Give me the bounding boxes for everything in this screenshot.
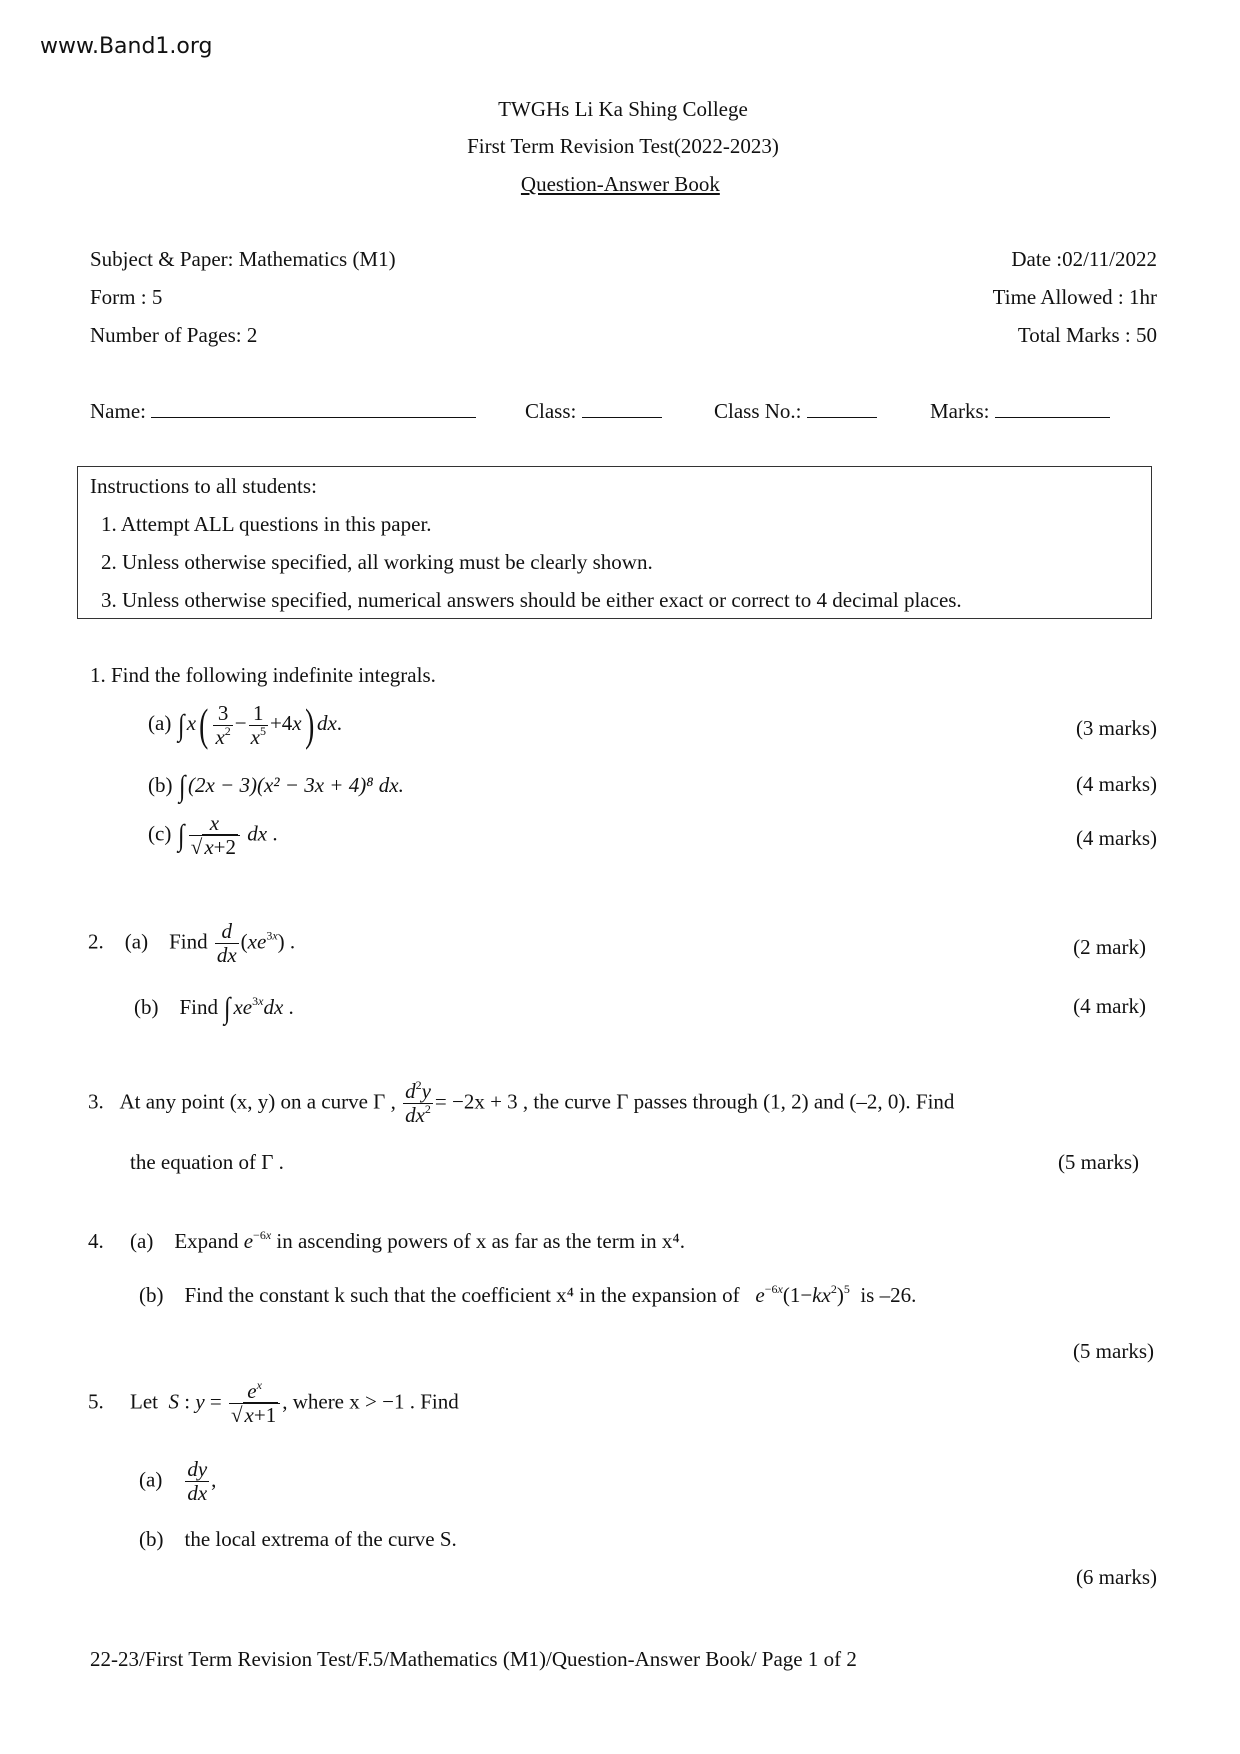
q2b-marks: (4 mark) xyxy=(1073,994,1146,1018)
footer: 22-23/First Term Revision Test/F.5/Mathematics (M1)/Question-Answer Book/ Page 1 of 2 xyxy=(90,1647,857,1671)
name-field[interactable] xyxy=(90,399,476,422)
instruction-item: 1. Attempt ALL questions in this paper. xyxy=(101,512,432,536)
q3-text: 3. At any point (x, y) on a curve Γ , $\frac{d^2y}{dx^2}$ = −2x + 3 , the curve Γ passes through (1, 2) and (–2, 0). Find xyxy=(88,1078,955,1128)
q4a-text: 4. (a) Expand $e^{-6x}$ in ascending powers of x as far as the term in x⁴. xyxy=(88,1228,685,1253)
name-label: Name: xyxy=(90,399,146,423)
q1b-expression: (b) ∫ (2x − 3)(x² − 3x + 4)⁸ dx. xyxy=(148,770,404,803)
q3-marks: (5 marks) xyxy=(1057,1150,1139,1174)
q5-marks: (6 marks) xyxy=(1075,1565,1157,1589)
book-title: Question-Answer Book xyxy=(520,172,720,196)
total-marks: Total Marks : 50 xyxy=(1017,323,1157,347)
q5b-text: (b) the local extrema of the curve S. xyxy=(139,1527,457,1551)
marks-field[interactable] xyxy=(930,399,1110,422)
marks-label: Marks: xyxy=(930,399,990,423)
instructions-title: Instructions to all students: xyxy=(90,474,317,498)
instruction-item: 3. Unless otherwise specified, numerical answers should be either exact or correct to 4 decimal places. xyxy=(101,588,962,612)
school-name: TWGHs Li Ka Shing College xyxy=(498,97,748,121)
q5-text: 5. Let S : y = $\frac{e^x}{√x+1}$ , where x > −1 . Find xyxy=(88,1378,459,1428)
q1c-expression: (c) ∫ $\frac{x}{√x+2}$ dx . xyxy=(148,811,278,860)
class-no-label: Class No.: xyxy=(714,399,802,423)
instruction-item: 2. Unless otherwise specified, all working must be clearly shown. xyxy=(101,550,653,574)
date: Date :02/11/2022 xyxy=(1011,247,1157,271)
q4-marks: (5 marks) xyxy=(1072,1339,1154,1363)
time-allowed: Time Allowed : 1hr xyxy=(992,285,1157,309)
q1b-marks: (4 marks) xyxy=(1075,772,1157,796)
watermark: www.Band1.org xyxy=(40,34,213,59)
subject: Subject & Paper: Mathematics (M1) xyxy=(90,247,396,271)
q3-text-line2: the equation of Γ . xyxy=(130,1150,284,1174)
q5a-text: (a) $\frac{dy}{dx}$ , xyxy=(139,1457,217,1506)
test-title: First Term Revision Test(2022-2023) xyxy=(467,134,779,158)
q2a-marks: (2 mark) xyxy=(1073,935,1146,959)
class-field[interactable] xyxy=(525,399,662,422)
q1a-expression: (a) ∫ x( $\frac{3}{x^2}$ − $\frac{1}{x^5}$ +4x) dx. xyxy=(148,699,343,750)
class-no-field[interactable] xyxy=(714,399,877,422)
q1a-marks: (3 marks) xyxy=(1075,716,1157,740)
q2a-expression: 2. (a) Find $\frac{d}{dx}$ $(xe^{3x})$ . xyxy=(88,919,296,968)
form: Form : 5 xyxy=(90,285,163,309)
q2b-expression: (b) Find ∫ $xe^{3x}dx$ . xyxy=(134,992,294,1025)
q4b-text: (b) Find the constant k such that the coefficient x⁴ in the expansion of $e^{-6x}(1-kx^2)^5$ is –26. xyxy=(139,1282,917,1307)
q1c-marks: (4 marks) xyxy=(1075,826,1157,850)
class-label: Class: xyxy=(525,399,577,423)
pages: Number of Pages: 2 xyxy=(90,323,258,347)
q1-stem: 1. Find the following indefinite integrals. xyxy=(90,663,436,687)
